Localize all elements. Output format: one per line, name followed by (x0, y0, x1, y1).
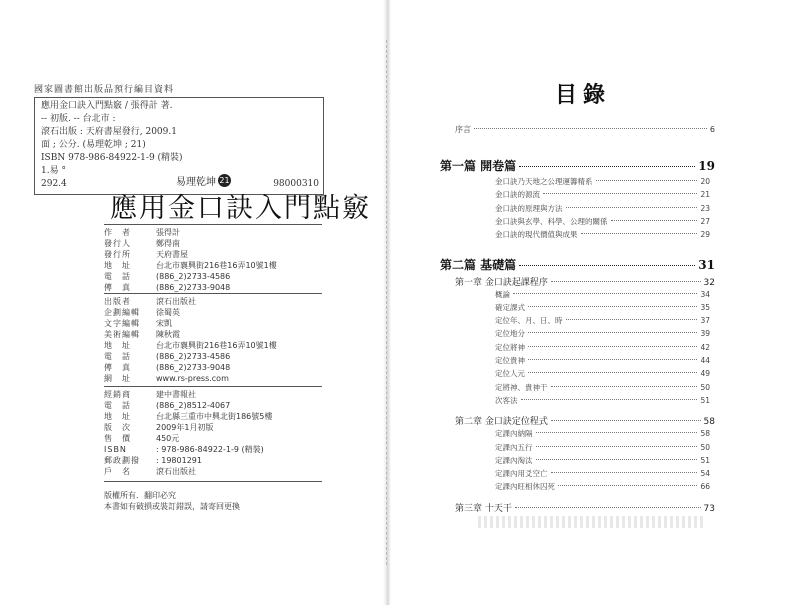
toc-entry (495, 455, 710, 466)
toc-leader-dots (551, 386, 698, 387)
toc-leader-dots (515, 507, 701, 508)
toc-entry (440, 256, 715, 273)
toc-leader-dots (521, 399, 698, 400)
colophon-row (104, 455, 334, 466)
colophon-field-label: 電 話 (104, 401, 131, 410)
toc-page-number: 31 (698, 257, 715, 272)
toc-entry (495, 203, 710, 214)
toc-page-number: 21 (700, 190, 710, 200)
cip-title: 國家圖書館出版品預行編目資料 (34, 85, 175, 95)
toc-entry-title: 定課內用爻空亡 (495, 469, 548, 479)
colophon-row (104, 340, 334, 351)
colophon-field-value: : 19801291 (156, 456, 202, 465)
colophon-row (104, 227, 334, 238)
cip-record-number: 98000310 (273, 179, 319, 189)
toc-entry-title: 定課內五行 (495, 442, 533, 452)
toc-page-number: 54 (700, 469, 710, 479)
toc-leader-dots (519, 265, 695, 266)
toc-entry-title: 定位貴神 (495, 356, 525, 365)
colophon-publisher-group (104, 227, 334, 293)
cip-line: ISBN 978-986-84922-1-9 (精裝) (41, 153, 183, 163)
toc-entry-title: 概論 (495, 289, 510, 299)
colophon-row (104, 238, 334, 249)
colophon-row (104, 389, 334, 400)
toc-page-number: 51 (700, 395, 710, 405)
colophon-field-value: 台北縣三重市中興北街186號5樓 (156, 412, 273, 421)
toc-page-number: 50 (700, 442, 710, 452)
toc-entry (495, 382, 710, 393)
toc-entry-title: 第三章 十天干 (455, 503, 512, 514)
toc-leader-dots (528, 359, 697, 360)
colophon-field-label: 出版者 (104, 297, 131, 306)
colophon-field-label: 經銷商 (104, 390, 131, 399)
toc-entry-title: 第二篇 基礎篇 (440, 257, 517, 272)
colophon-field-label: 電 話 (104, 352, 131, 361)
toc-leader-dots (566, 207, 698, 208)
series-number-badge: 21 (219, 176, 230, 185)
toc-entry-title: 金口訣與玄學、科學、公理的關係 (495, 216, 608, 226)
colophon-row (104, 411, 334, 422)
toc-page-number: 44 (700, 356, 710, 365)
toc-page-number: 32 (703, 277, 715, 288)
toc-entry-title: 第二章 金口訣定位程式 (455, 417, 548, 428)
colophon-field-value: 滾石出版社 (156, 297, 196, 306)
toc-leader-dots (536, 446, 698, 447)
colophon-field-value: 台北市襄興街216巷16弄10號1樓 (156, 261, 277, 270)
toc-page-number: 37 (700, 316, 710, 326)
toc-entry-title: 序言 (455, 125, 471, 134)
toc-page-number: 50 (700, 382, 710, 392)
toc-entry-title: 定課內旺相休囚死 (495, 482, 555, 492)
colophon-field-value: 建中書報社 (156, 390, 196, 399)
colophon-field-label: 作 者 (104, 228, 131, 237)
toc-entry (495, 328, 710, 339)
toc-entry-title: 定將神、貴神干 (495, 382, 548, 392)
toc-entry (495, 395, 710, 406)
colophon-field-value: : 978-986-84922-1-9 (精裝) (156, 445, 264, 454)
colophon-row (104, 249, 334, 260)
toc-page-number: 39 (700, 329, 710, 339)
toc-entry-title: 第一章 金口訣起課程序 (455, 277, 548, 288)
colophon-row (104, 433, 334, 444)
colophon-field-label: 電 話 (104, 272, 131, 281)
colophon-field-label: 售 價 (104, 434, 131, 443)
toc-entry-title: 第一篇 開卷篇 (440, 159, 517, 173)
book-title: 應用金口訣入門點竅 (110, 193, 371, 224)
toc-entry-title: 定課內納隔 (495, 429, 533, 439)
rights-line: 版權所有．翻印必究 (104, 491, 176, 500)
cip-line: 1.易 ° (41, 166, 66, 176)
colophon-field-value: 徐蜀英 (156, 308, 180, 317)
toc-page-number: 66 (700, 482, 710, 492)
colophon-field-label: 發行所 (104, 250, 131, 259)
toc-leader-dots (596, 180, 698, 181)
toc-entry-title: 確定課式 (495, 302, 525, 312)
toc-entry (495, 428, 710, 439)
toc-entry (455, 275, 715, 288)
divider (104, 386, 322, 387)
cip-line: 應用金口訣入門點竅 / 張得計 著. (41, 101, 173, 111)
colophon-field-value: 鄭得南 (156, 239, 180, 248)
toc-entry-title: 金口訣乃天地之公理運籌精系 (495, 177, 593, 186)
toc-entry (495, 355, 710, 366)
toc-leader-dots (551, 472, 698, 473)
colophon-row (104, 296, 334, 307)
toc-page-number: 73 (703, 503, 715, 514)
colophon-field-label: 郵政劃撥 (104, 456, 140, 465)
toc-entry (495, 442, 710, 453)
toc-leader-dots (536, 459, 698, 460)
toc-page-number: 23 (700, 203, 710, 213)
toc-leader-dots (519, 166, 695, 167)
colophon-row (104, 362, 334, 373)
toc-page-number: 49 (700, 369, 710, 379)
toc-entry (495, 481, 710, 492)
colophon-field-value: 宋凱 (156, 319, 172, 328)
toc-leader-dots (581, 233, 698, 234)
toc-entry-title: 定課內淘汰 (495, 455, 533, 465)
divider (104, 481, 322, 482)
toc-entry (495, 289, 710, 300)
colophon-row (104, 400, 334, 411)
colophon-field-label: 地 址 (104, 412, 131, 421)
toc-heading: 目錄 (555, 83, 612, 108)
toc-entry (440, 157, 715, 174)
colophon-field-value: 2009年1月初版 (156, 423, 214, 432)
colophon-field-label: 美術編輯 (104, 330, 140, 339)
toc-page-number: 58 (700, 429, 710, 439)
colophon-row (104, 329, 334, 340)
colophon-row (104, 466, 334, 477)
colophon-field-label: 地 址 (104, 341, 131, 350)
toc-page-number: 6 (709, 125, 715, 134)
toc-page-number: 58 (703, 417, 715, 428)
toc-page-number: 20 (700, 177, 710, 186)
colophon-field-label: 文字編輯 (104, 319, 140, 328)
toc-entry (495, 216, 710, 227)
cip-line: -- 初版. -- 台北市 : (41, 114, 116, 124)
colophon-field-value: (886_2)2733-9048 (156, 363, 231, 372)
toc-entry (455, 124, 715, 135)
toc-entry-title: 定位人元 (495, 369, 525, 379)
colophon-field-label: 發行人 (104, 239, 131, 248)
toc-leader-dots (566, 319, 698, 320)
toc-entry-title: 次客法 (495, 395, 518, 405)
colophon-field-value: 天府書屋 (156, 250, 188, 259)
toc-entry-title: 金口訣的原理與方法 (495, 203, 563, 213)
colophon-row (104, 282, 334, 293)
rights-line: 本書如有破損或裝訂錯誤，請寄回更換 (104, 502, 240, 511)
colophon-field-value: 450元 (156, 434, 180, 443)
toc-leader-dots (543, 193, 697, 194)
colophon-field-label: 版 次 (104, 423, 131, 432)
toc-entry (495, 468, 710, 479)
colophon-row (104, 444, 334, 455)
toc-page-number: 29 (700, 230, 710, 240)
colophon-field-label: 傳 真 (104, 283, 131, 292)
colophon-field-value: 滾石出版社 (156, 467, 196, 476)
toc-entry (495, 176, 710, 187)
toc-page-number: 27 (700, 216, 710, 226)
toc-entry (455, 414, 715, 427)
toc-page-number: 51 (700, 455, 710, 465)
book-gutter (383, 0, 391, 605)
toc-page-number: 34 (700, 289, 710, 299)
colophon-field-value: 陳秋霞 (156, 330, 180, 339)
toc-leader-dots (528, 372, 697, 373)
toc-page-number: 35 (700, 302, 710, 312)
divider (104, 224, 322, 225)
toc-leader-dots (528, 306, 697, 307)
colophon-field-value: 台北市襄興街216巷16弄10號1樓 (156, 341, 277, 350)
colophon-field-value: 張得計 (156, 228, 180, 237)
toc-entry (495, 302, 710, 313)
colophon-field-value: (886_2)2733-4586 (156, 272, 231, 281)
toc-entry (495, 368, 710, 379)
colophon-field-label: 網 址 (104, 374, 131, 383)
toc-leader-dots (558, 485, 697, 486)
toc-page-number: 19 (698, 159, 715, 173)
toc-entry-title: 金口訣的現代價值與成果 (495, 230, 578, 240)
cip-line: 滾石出版 : 天府書屋發行, 2009.1 (41, 127, 177, 137)
colophon-row (104, 422, 334, 433)
colophon-row (104, 373, 334, 384)
toc-entry-title: 金口訣的源流 (495, 190, 540, 200)
toc-leader-dots (551, 281, 701, 282)
toc-entry-title: 定位地分 (495, 329, 525, 339)
colophon-row (104, 260, 334, 271)
toc-leader-dots (611, 220, 698, 221)
toc-leader-dots (528, 346, 697, 347)
colophon-press-group (104, 296, 334, 384)
scan-smudge (478, 516, 703, 528)
colophon-row (104, 351, 334, 362)
toc-entry (495, 229, 710, 240)
colophon-field-value: (886_2)8512-4067 (156, 401, 231, 410)
divider (104, 293, 322, 294)
toc-leader-dots (474, 128, 707, 129)
toc-leader-dots (513, 293, 697, 294)
colophon-field-label: 傳 真 (104, 363, 131, 372)
toc-entry (495, 189, 710, 200)
colophon-row (104, 318, 334, 329)
cip-line: 面 ; 公分. (易理乾坤 ; 21) (41, 140, 146, 150)
colophon-field-label: ISBN (104, 445, 127, 454)
toc-leader-dots (536, 432, 698, 433)
toc-leader-dots (551, 420, 701, 421)
series-name: 易理乾坤 (176, 177, 216, 188)
colophon-field-value: (886_2)2733-4586 (156, 352, 231, 361)
colophon-field-label: 地 址 (104, 261, 131, 270)
colophon-field-value: (886_2)2733-9048 (156, 283, 231, 292)
toc-entry (495, 315, 710, 326)
colophon-row (104, 271, 334, 282)
toc-entry-title: 定位將神 (495, 342, 525, 352)
rights-notice (104, 490, 240, 512)
colophon-field-value: www.rs-press.com (156, 374, 229, 383)
toc-entry-title: 定位年、月、日、時 (495, 316, 563, 326)
toc-leader-dots (528, 332, 697, 333)
toc-page-number: 42 (700, 342, 710, 352)
cip-class-number: 292.4 (41, 179, 67, 189)
colophon-row (104, 307, 334, 318)
colophon-field-label: 企劃編輯 (104, 308, 140, 317)
toc-entry (455, 501, 715, 514)
colophon-distribution-group (104, 389, 334, 477)
toc-entry (495, 342, 710, 353)
colophon-field-label: 戶 名 (104, 467, 131, 476)
